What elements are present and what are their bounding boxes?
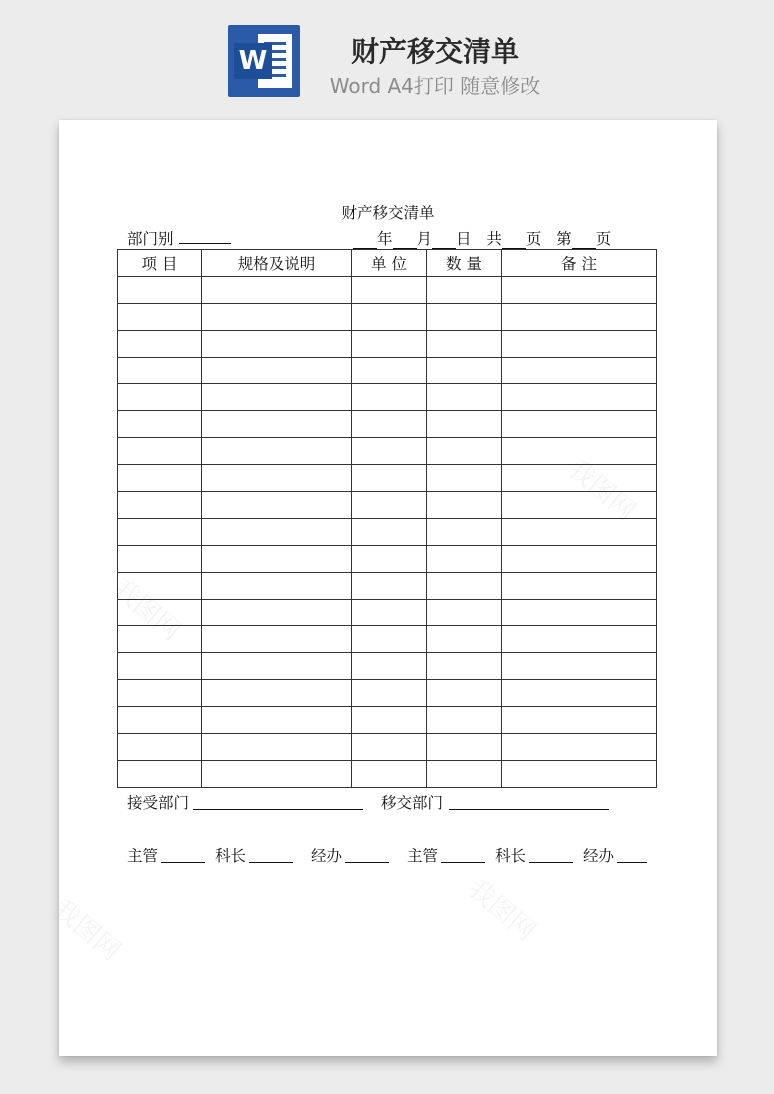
column-header-unit: 单 位 [352, 250, 427, 277]
cell-item[interactable] [118, 492, 202, 519]
cell-quantity[interactable] [427, 303, 502, 330]
cell-item[interactable] [118, 572, 202, 599]
table-row [118, 276, 657, 303]
cell-unit[interactable] [352, 303, 427, 330]
cell-remarks[interactable] [502, 276, 657, 303]
cell-quantity[interactable] [427, 492, 502, 519]
cell-unit[interactable] [352, 572, 427, 599]
cell-quantity[interactable] [427, 465, 502, 492]
table-header-row [118, 250, 657, 277]
day-label: 日 [456, 230, 472, 248]
signature-blank[interactable] [617, 862, 647, 863]
cell-quantity[interactable] [427, 572, 502, 599]
cell-remarks[interactable] [502, 707, 657, 734]
cell-spec[interactable] [202, 707, 352, 734]
word-icon-letter: W [234, 43, 272, 79]
cell-spec[interactable] [202, 303, 352, 330]
column-header-spec: 规格及说明 [202, 250, 352, 277]
cell-unit[interactable] [352, 734, 427, 761]
form-info-row [127, 227, 657, 249]
month-blank[interactable] [393, 231, 417, 249]
cell-spec[interactable] [202, 680, 352, 707]
cell-item[interactable] [118, 626, 202, 653]
form-content [59, 120, 717, 1056]
cell-quantity[interactable] [427, 653, 502, 680]
table-row [118, 411, 657, 438]
cell-unit[interactable] [352, 330, 427, 357]
cell-quantity[interactable] [427, 357, 502, 384]
cell-quantity[interactable] [427, 599, 502, 626]
cell-remarks[interactable] [502, 680, 657, 707]
cell-item[interactable] [118, 734, 202, 761]
signature-blank[interactable] [249, 862, 293, 863]
table-row [118, 330, 657, 357]
cell-quantity[interactable] [427, 330, 502, 357]
table-row [118, 384, 657, 411]
cell-quantity[interactable] [427, 411, 502, 438]
cell-quantity[interactable] [427, 518, 502, 545]
signature-label: 科长 [495, 847, 527, 865]
signature-blank[interactable] [345, 862, 389, 863]
signature-label: 经办 [583, 847, 615, 865]
table-row [118, 545, 657, 572]
cell-remarks[interactable] [502, 599, 657, 626]
cell-remarks[interactable] [502, 626, 657, 653]
cell-unit[interactable] [352, 599, 427, 626]
document-page [46, 120, 717, 1056]
cell-unit[interactable] [352, 276, 427, 303]
cell-remarks[interactable] [502, 653, 657, 680]
cell-item[interactable] [118, 707, 202, 734]
table-row [118, 707, 657, 734]
total-pages-blank[interactable] [502, 231, 526, 249]
cell-spec[interactable] [202, 653, 352, 680]
signature-blank[interactable] [161, 862, 205, 863]
form-title: 财产移交清单 [341, 204, 435, 222]
year-blank[interactable] [353, 231, 377, 249]
cell-remarks[interactable] [502, 303, 657, 330]
word-document-icon [228, 25, 300, 97]
cell-quantity[interactable] [427, 680, 502, 707]
cell-remarks[interactable] [502, 572, 657, 599]
cell-quantity[interactable] [427, 384, 502, 411]
table-row [118, 492, 657, 519]
cell-item[interactable] [118, 411, 202, 438]
table-row [118, 626, 657, 653]
column-header-item: 项 目 [118, 250, 202, 277]
cell-unit[interactable] [352, 384, 427, 411]
cell-remarks[interactable] [502, 384, 657, 411]
cell-unit[interactable] [352, 626, 427, 653]
signature-label: 经办 [311, 847, 343, 865]
cell-remarks[interactable] [502, 760, 657, 787]
cell-item[interactable] [118, 545, 202, 572]
cell-spec[interactable] [202, 357, 352, 384]
cell-spec[interactable] [202, 492, 352, 519]
watermark: 我图网 [106, 573, 186, 647]
cell-item[interactable] [118, 357, 202, 384]
cell-unit[interactable] [352, 545, 427, 572]
cell-item[interactable] [118, 384, 202, 411]
signature-label: 主管 [127, 847, 159, 865]
cell-item[interactable] [118, 599, 202, 626]
column-header-remarks: 备 注 [502, 250, 657, 277]
cell-spec[interactable] [202, 465, 352, 492]
page-unit-label: 页 [595, 230, 612, 248]
cell-unit[interactable] [352, 411, 427, 438]
signature-label: 主管 [407, 847, 439, 865]
cell-item[interactable] [118, 653, 202, 680]
cell-spec[interactable] [202, 438, 352, 465]
signature-blank[interactable] [529, 862, 573, 863]
cell-item[interactable] [118, 438, 202, 465]
cell-unit[interactable] [352, 465, 427, 492]
cell-remarks[interactable] [502, 518, 657, 545]
cell-spec[interactable] [202, 734, 352, 761]
cell-unit[interactable] [352, 357, 427, 384]
cell-unit[interactable] [352, 760, 427, 787]
month-label: 月 [416, 230, 433, 248]
cell-unit[interactable] [352, 518, 427, 545]
cell-spec[interactable] [202, 626, 352, 653]
page-no-label: 第 [556, 230, 572, 248]
table-row [118, 518, 657, 545]
transfer-items-table [117, 249, 657, 788]
table-row [118, 653, 657, 680]
cell-unit[interactable] [352, 438, 427, 465]
receive-dept-blank[interactable] [193, 809, 363, 810]
date-page-line [353, 227, 611, 249]
watermark: 我图网 [46, 893, 126, 967]
cell-remarks[interactable] [502, 545, 657, 572]
cell-remarks[interactable] [502, 411, 657, 438]
table-row [118, 357, 657, 384]
cell-spec[interactable] [202, 545, 352, 572]
cell-item[interactable] [118, 465, 202, 492]
dept-label: 部门别 [127, 230, 174, 248]
page-unit-label: 页 [525, 230, 542, 248]
cell-quantity[interactable] [427, 707, 502, 734]
table-row [118, 760, 657, 787]
cell-quantity[interactable] [427, 545, 502, 572]
cell-spec[interactable] [202, 384, 352, 411]
cell-unit[interactable] [352, 707, 427, 734]
table-row [118, 734, 657, 761]
cell-spec[interactable] [202, 411, 352, 438]
cell-quantity[interactable] [427, 734, 502, 761]
total-label: 共 [486, 230, 502, 248]
page-no-blank[interactable] [572, 231, 596, 249]
table-row [118, 599, 657, 626]
day-blank[interactable] [432, 231, 456, 249]
template-header [0, 0, 774, 112]
cell-unit[interactable] [352, 653, 427, 680]
dept-blank-line[interactable] [179, 243, 231, 244]
cell-spec[interactable] [202, 330, 352, 357]
cell-unit[interactable] [352, 492, 427, 519]
cell-spec[interactable] [202, 276, 352, 303]
header-title: 财产移交清单 [350, 35, 519, 68]
cell-remarks[interactable] [502, 734, 657, 761]
signature-label: 科长 [215, 847, 247, 865]
cell-spec[interactable] [202, 572, 352, 599]
transfer-dept-blank[interactable] [449, 809, 609, 810]
cell-remarks[interactable] [502, 492, 657, 519]
table-row [118, 572, 657, 599]
cell-item[interactable] [118, 276, 202, 303]
cell-remarks[interactable] [502, 357, 657, 384]
cell-spec[interactable] [202, 599, 352, 626]
cell-item[interactable] [118, 330, 202, 357]
cell-remarks[interactable] [502, 438, 657, 465]
table-body [118, 276, 657, 787]
cell-item[interactable] [118, 518, 202, 545]
cell-spec[interactable] [202, 760, 352, 787]
cell-item[interactable] [118, 303, 202, 330]
transfer-dept-label: 移交部门 [381, 794, 444, 812]
watermark: 我图网 [461, 873, 541, 947]
watermark: 我图网 [561, 453, 641, 527]
year-label: 年 [377, 230, 393, 248]
cell-quantity[interactable] [427, 438, 502, 465]
cell-quantity[interactable] [427, 760, 502, 787]
table-row [118, 303, 657, 330]
cell-item[interactable] [118, 680, 202, 707]
cell-remarks[interactable] [502, 465, 657, 492]
cell-quantity[interactable] [427, 276, 502, 303]
column-header-quantity: 数 量 [427, 250, 502, 277]
cell-unit[interactable] [352, 680, 427, 707]
receive-dept-label: 接受部门 [127, 794, 190, 812]
cell-spec[interactable] [202, 518, 352, 545]
table-row [118, 680, 657, 707]
table-row [118, 465, 657, 492]
signature-blank[interactable] [441, 862, 485, 863]
table-row [118, 438, 657, 465]
cell-item[interactable] [118, 760, 202, 787]
cell-quantity[interactable] [427, 626, 502, 653]
header-subtitle: Word A4打印 随意修改 [329, 74, 541, 98]
cell-remarks[interactable] [502, 330, 657, 357]
